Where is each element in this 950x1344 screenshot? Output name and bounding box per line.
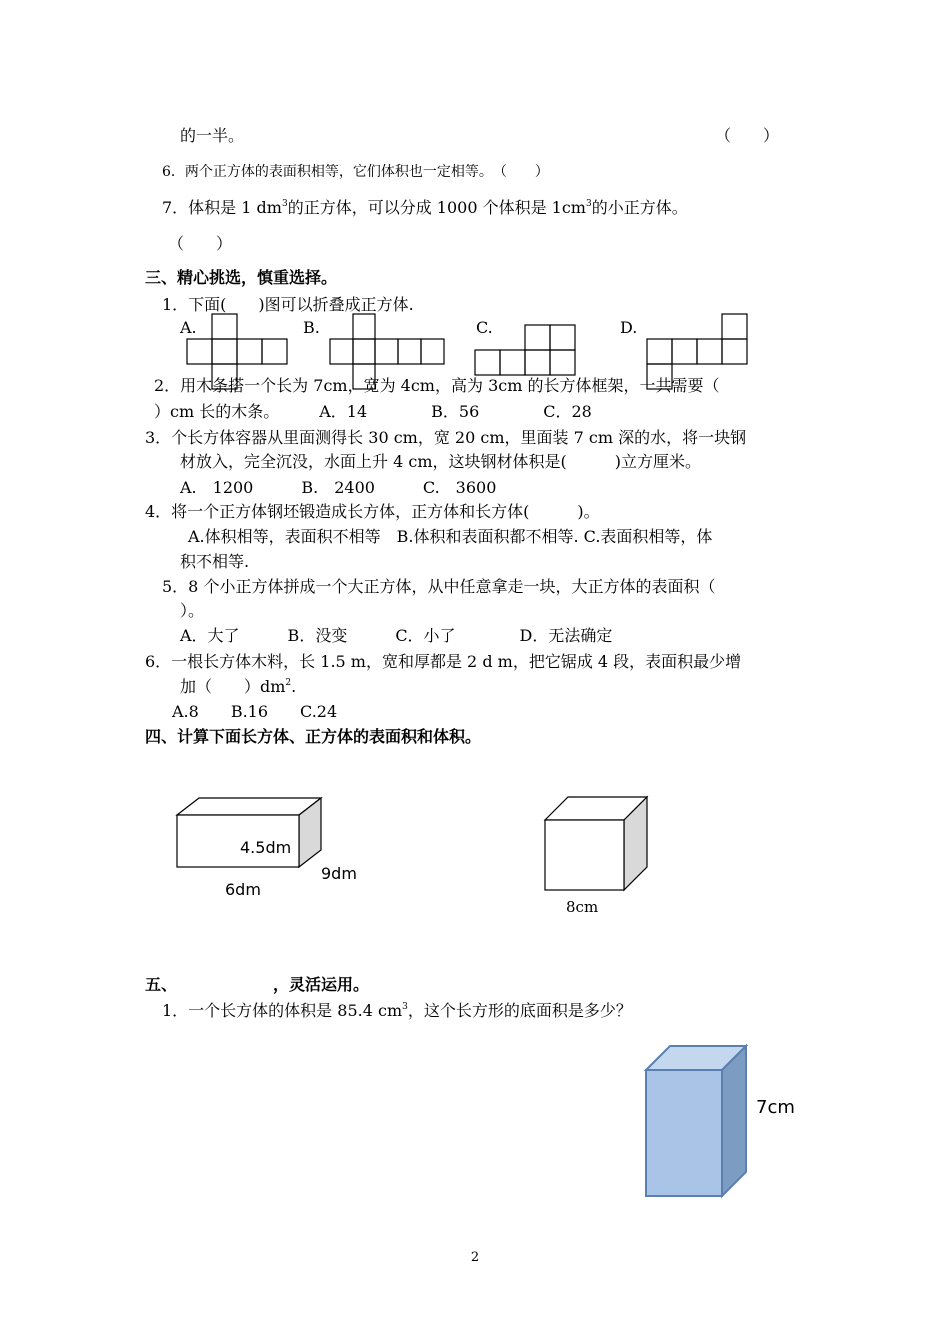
- s5-question-1: 1．一个长方体的体积是 85.4 $cm^3$，这个长方形的底面积是多少？: [162, 1001, 632, 1020]
- question-7-tf: 7．体积是 1 $dm^3$的正方体，可以分成 1000 个体积是 $1cm^3$的小正方体。: [162, 198, 688, 217]
- s3-question-3-cont: 材放入，完全沉没，水面上升 4 cm，这块钢材体积是( )立方厘米。: [180, 452, 701, 471]
- prism-figure: [646, 1046, 746, 1196]
- s3-question-6-options: A.8 B.16 C.24: [172, 702, 338, 721]
- s3-question-4: 4．将一个正方体钢坯锻造成长方体，正方体和长方体( )。: [145, 502, 600, 521]
- answer-paren: （ ）: [715, 126, 780, 145]
- s3-question-5: 5．8 个小正方体拼成一个大正方体，从中任意拿走一块，大正方体的表面积（: [162, 577, 716, 596]
- line-half: 的一半。: [180, 126, 245, 145]
- s3-question-4-options-cont: 积不相等.: [180, 552, 250, 571]
- s3-question-3: 3．个长方体容器从里面测得长 30 cm，宽 20 cm，里面装 7 cm 深的水，将一块钢: [145, 428, 747, 447]
- s3-question-2: 2．用木条搭一个长为 7cm，宽为 4cm，高为 3cm 的长方体框架，一共需要（: [154, 376, 720, 395]
- s3-question-3-options: A. 1200 B. 2400 C. 3600: [180, 478, 497, 497]
- s3-question-5-options: A．大了 B．没变 C．小了 D．无法确定: [180, 626, 613, 645]
- cube-edge-label: 8cm: [566, 898, 599, 916]
- section-3-title: 三、精心挑选，慎重选择。: [145, 268, 338, 287]
- section-4-title: 四、计算下面长方体、正方体的表面积和体积。: [145, 727, 482, 746]
- s3-question-1: 1．下面( )图可以折叠成正方体.: [162, 295, 414, 314]
- question-6-tf: 6．两个正方体的表面积相等，它们体积也一定相等。 （ ）: [162, 164, 549, 180]
- cuboid-length-label: 6dm: [225, 880, 261, 899]
- s3-question-6-cont: 加（ ）$dm^2$.: [180, 677, 297, 696]
- option-a-label: A.: [180, 318, 197, 337]
- page-number: 2: [470, 1250, 480, 1265]
- s3-question-2-options: ）cm 长的木条。 A．14 B．56 C．28: [154, 402, 592, 421]
- cuboid-height-label: 4.5dm: [240, 838, 292, 857]
- section-5-title: 五、 ，灵活运用。: [145, 975, 370, 994]
- option-c-label: C.: [476, 318, 493, 337]
- answer-paren: （ ）: [168, 234, 233, 253]
- prism-height-label: 7cm: [756, 1097, 795, 1118]
- option-d-label: D.: [620, 318, 638, 337]
- s3-question-4-options: A.体积相等，表面积不相等 B.体积和表面积都不相等. C.表面积相等，体: [188, 527, 713, 546]
- cube-figure: [545, 797, 647, 890]
- s3-question-6: 6．一根长方体木料，长 1.5 m，宽和厚都是 2 d m，把它锯成 4 段，表面积最少增: [145, 652, 742, 671]
- net-c-figure: [475, 325, 575, 375]
- cuboid-width-label: 9dm: [321, 864, 357, 883]
- option-b-label: B.: [303, 318, 320, 337]
- s3-question-5-cont: ）。: [180, 601, 205, 620]
